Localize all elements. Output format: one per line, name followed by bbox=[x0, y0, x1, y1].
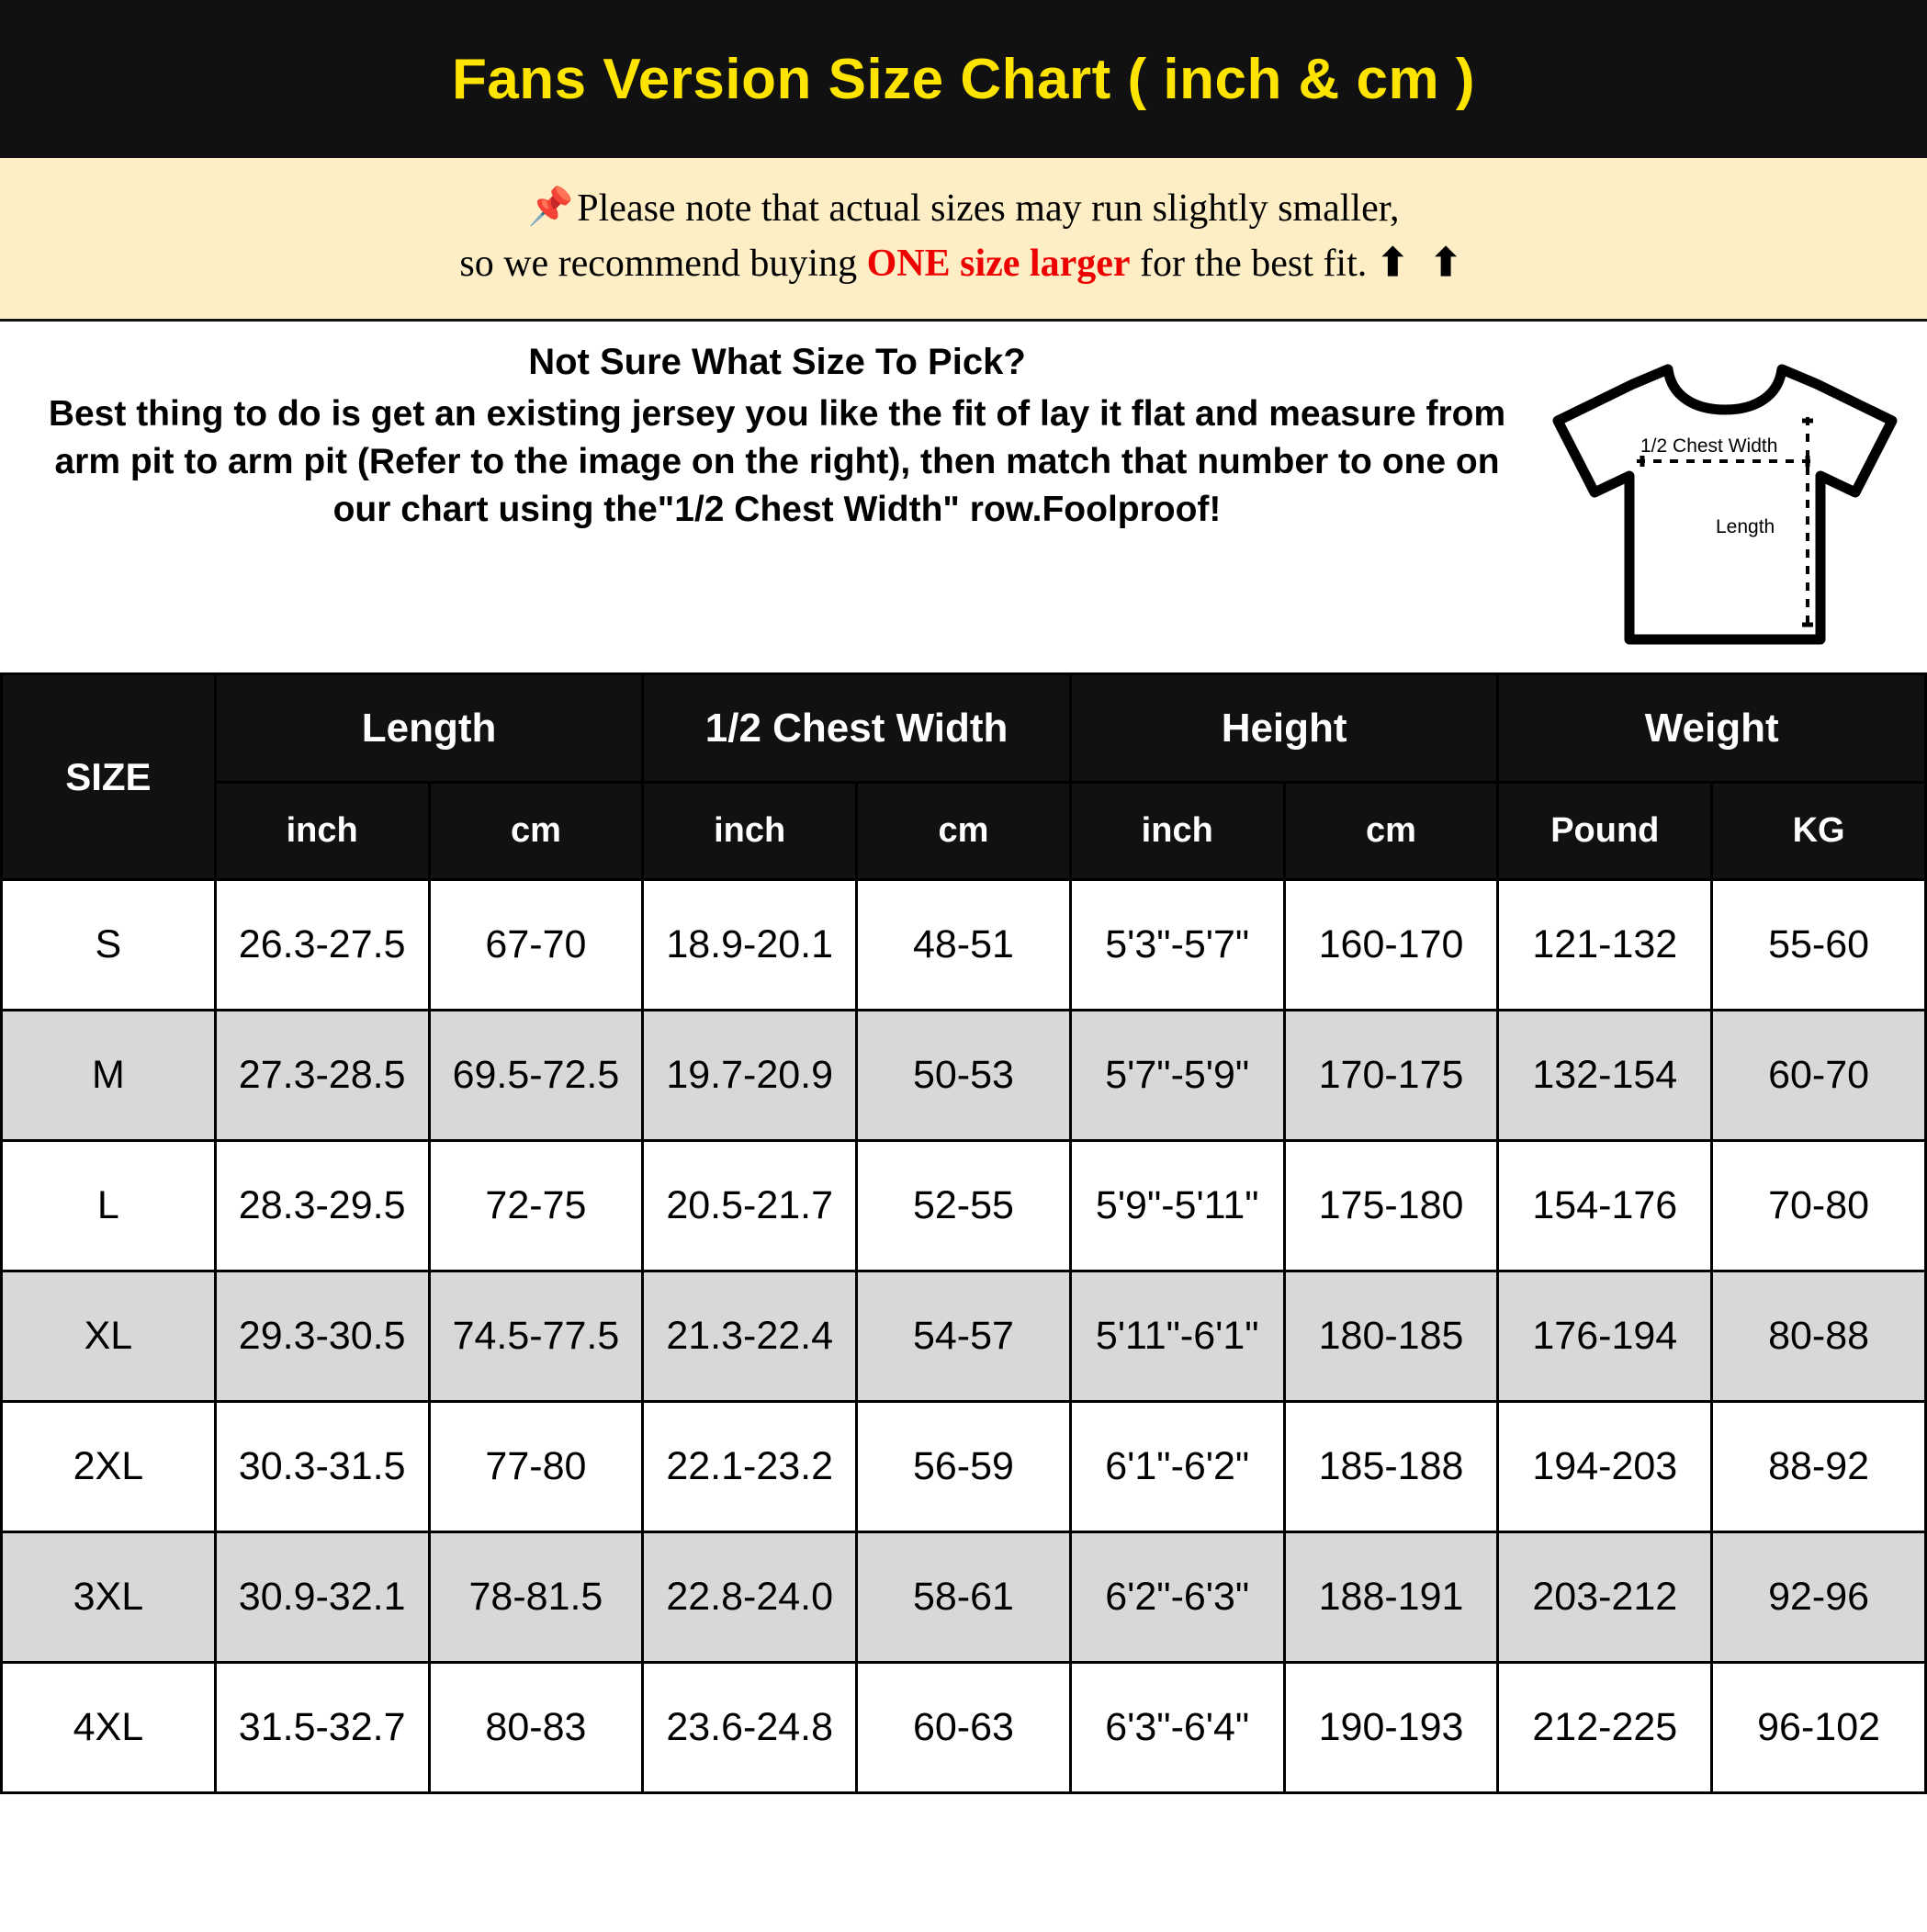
length-label: Length bbox=[1716, 516, 1775, 538]
header-height-cm: cm bbox=[1284, 783, 1498, 880]
cell-size: XL bbox=[2, 1271, 216, 1402]
header-weight: Weight bbox=[1498, 674, 1926, 783]
cell-height-cm: 160-170 bbox=[1284, 880, 1498, 1011]
cell-height-cm: 190-193 bbox=[1284, 1663, 1498, 1793]
table-row bbox=[2, 1402, 1926, 1532]
pushpin-icon: 📌 bbox=[527, 186, 574, 227]
size-note-banner bbox=[0, 158, 1927, 322]
cell-chest-inch: 21.3-22.4 bbox=[643, 1271, 857, 1402]
note-line-2-suffix: for the best fit. bbox=[1130, 242, 1377, 285]
note-line-1-text: Please note that actual sizes may run slightly smaller, bbox=[577, 187, 1400, 230]
chart-title-bar bbox=[0, 0, 1927, 158]
cell-height-inch: 5'11"-6'1" bbox=[1070, 1271, 1284, 1402]
cell-size: 3XL bbox=[2, 1532, 216, 1663]
cell-length-inch: 28.3-29.5 bbox=[215, 1141, 429, 1271]
cell-height-inch: 6'1"-6'2" bbox=[1070, 1402, 1284, 1532]
table-row bbox=[2, 1271, 1926, 1402]
cell-chest-inch: 22.8-24.0 bbox=[643, 1532, 857, 1663]
cell-weight-pound: 212-225 bbox=[1498, 1663, 1712, 1793]
header-chest-width: 1/2 Chest Width bbox=[643, 674, 1071, 783]
cell-chest-cm: 52-55 bbox=[857, 1141, 1071, 1271]
cell-weight-pound: 203-212 bbox=[1498, 1532, 1712, 1663]
cell-length-cm: 72-75 bbox=[429, 1141, 643, 1271]
cell-height-inch: 5'9"-5'11" bbox=[1070, 1141, 1284, 1271]
cell-chest-cm: 56-59 bbox=[857, 1402, 1071, 1532]
table-body bbox=[2, 880, 1926, 1793]
note-line-2 bbox=[18, 237, 1909, 292]
table-row bbox=[2, 1532, 1926, 1663]
cell-size: 4XL bbox=[2, 1663, 216, 1793]
cell-chest-inch: 18.9-20.1 bbox=[643, 880, 857, 1011]
cell-height-inch: 6'3"-6'4" bbox=[1070, 1663, 1284, 1793]
cell-chest-cm: 50-53 bbox=[857, 1011, 1071, 1141]
sizing-help-section bbox=[0, 322, 1927, 672]
cell-chest-cm: 48-51 bbox=[857, 880, 1071, 1011]
cell-length-inch: 30.3-31.5 bbox=[215, 1402, 429, 1532]
cell-height-cm: 185-188 bbox=[1284, 1402, 1498, 1532]
table-header-group-row bbox=[2, 674, 1926, 783]
cell-length-cm: 74.5-77.5 bbox=[429, 1271, 643, 1402]
cell-length-cm: 67-70 bbox=[429, 880, 643, 1011]
cell-length-cm: 69.5-72.5 bbox=[429, 1011, 643, 1141]
header-length-cm: cm bbox=[429, 783, 643, 880]
sizing-help-heading: Not Sure What Size To Pick? bbox=[528, 342, 1026, 383]
cell-length-cm: 77-80 bbox=[429, 1402, 643, 1532]
sizing-help-text bbox=[9, 342, 1532, 534]
cell-weight-kg: 80-88 bbox=[1712, 1271, 1926, 1402]
tshirt-diagram-svg bbox=[1541, 353, 1909, 656]
cell-size: S bbox=[2, 880, 216, 1011]
sizing-help-body: Best thing to do is get an existing jersey you like the fit of lay it flat and measure from arm pit to arm pit (Refer to the image on the right), then match that number to one on our chart using the"1/2 Chest Width" row.Foolproof! bbox=[48, 394, 1506, 529]
cell-size: 2XL bbox=[2, 1402, 216, 1532]
cell-weight-pound: 121-132 bbox=[1498, 880, 1712, 1011]
cell-height-inch: 6'2"-6'3" bbox=[1070, 1532, 1284, 1663]
cell-size: M bbox=[2, 1011, 216, 1141]
header-height: Height bbox=[1070, 674, 1498, 783]
table-row bbox=[2, 1141, 1926, 1271]
header-length: Length bbox=[215, 674, 643, 783]
table-row bbox=[2, 880, 1926, 1011]
cell-weight-kg: 92-96 bbox=[1712, 1532, 1926, 1663]
header-weight-kg: KG bbox=[1712, 783, 1926, 880]
tshirt-measure-icon bbox=[1532, 342, 1918, 656]
cell-length-inch: 29.3-30.5 bbox=[215, 1271, 429, 1402]
cell-chest-inch: 20.5-21.7 bbox=[643, 1141, 857, 1271]
header-chest-inch: inch bbox=[643, 783, 857, 880]
cell-height-cm: 175-180 bbox=[1284, 1141, 1498, 1271]
table-header-unit-row bbox=[2, 783, 1926, 880]
cell-weight-kg: 70-80 bbox=[1712, 1141, 1926, 1271]
cell-size: L bbox=[2, 1141, 216, 1271]
note-highlight: ONE size larger bbox=[866, 242, 1131, 285]
cell-height-inch: 5'3"-5'7" bbox=[1070, 880, 1284, 1011]
header-size: SIZE bbox=[2, 674, 216, 880]
cell-weight-kg: 60-70 bbox=[1712, 1011, 1926, 1141]
page-title: Fans Version Size Chart ( inch & cm ) bbox=[451, 47, 1476, 111]
cell-chest-inch: 23.6-24.8 bbox=[643, 1663, 857, 1793]
cell-length-inch: 26.3-27.5 bbox=[215, 880, 429, 1011]
table-row bbox=[2, 1011, 1926, 1141]
cell-weight-pound: 176-194 bbox=[1498, 1271, 1712, 1402]
cell-height-inch: 5'7"-5'9" bbox=[1070, 1011, 1284, 1141]
note-line-2-prefix: so we recommend buying bbox=[459, 242, 867, 285]
header-height-inch: inch bbox=[1070, 783, 1284, 880]
size-chart-table bbox=[0, 672, 1927, 1794]
cell-chest-cm: 54-57 bbox=[857, 1271, 1071, 1402]
header-length-inch: inch bbox=[215, 783, 429, 880]
cell-length-cm: 80-83 bbox=[429, 1663, 643, 1793]
cell-length-inch: 30.9-32.1 bbox=[215, 1532, 429, 1663]
cell-height-cm: 188-191 bbox=[1284, 1532, 1498, 1663]
cell-weight-pound: 194-203 bbox=[1498, 1402, 1712, 1532]
table-row bbox=[2, 1663, 1926, 1793]
table-header bbox=[2, 674, 1926, 880]
cell-weight-kg: 88-92 bbox=[1712, 1402, 1926, 1532]
cell-chest-inch: 22.1-23.2 bbox=[643, 1402, 857, 1532]
cell-height-cm: 170-175 bbox=[1284, 1011, 1498, 1141]
cell-length-inch: 31.5-32.7 bbox=[215, 1663, 429, 1793]
cell-length-cm: 78-81.5 bbox=[429, 1532, 643, 1663]
cell-weight-kg: 96-102 bbox=[1712, 1663, 1926, 1793]
cell-height-cm: 180-185 bbox=[1284, 1271, 1498, 1402]
cell-chest-cm: 60-63 bbox=[857, 1663, 1071, 1793]
cell-length-inch: 27.3-28.5 bbox=[215, 1011, 429, 1141]
cell-weight-kg: 55-60 bbox=[1712, 880, 1926, 1011]
chest-width-label: 1/2 Chest Width bbox=[1640, 435, 1778, 458]
cell-weight-pound: 132-154 bbox=[1498, 1011, 1712, 1141]
note-line-1 bbox=[18, 182, 1909, 237]
header-chest-cm: cm bbox=[857, 783, 1071, 880]
arrow-up-icon: ⬆ ⬆ bbox=[1376, 242, 1468, 285]
header-weight-pound: Pound bbox=[1498, 783, 1712, 880]
cell-chest-inch: 19.7-20.9 bbox=[643, 1011, 857, 1141]
cell-chest-cm: 58-61 bbox=[857, 1532, 1071, 1663]
cell-weight-pound: 154-176 bbox=[1498, 1141, 1712, 1271]
